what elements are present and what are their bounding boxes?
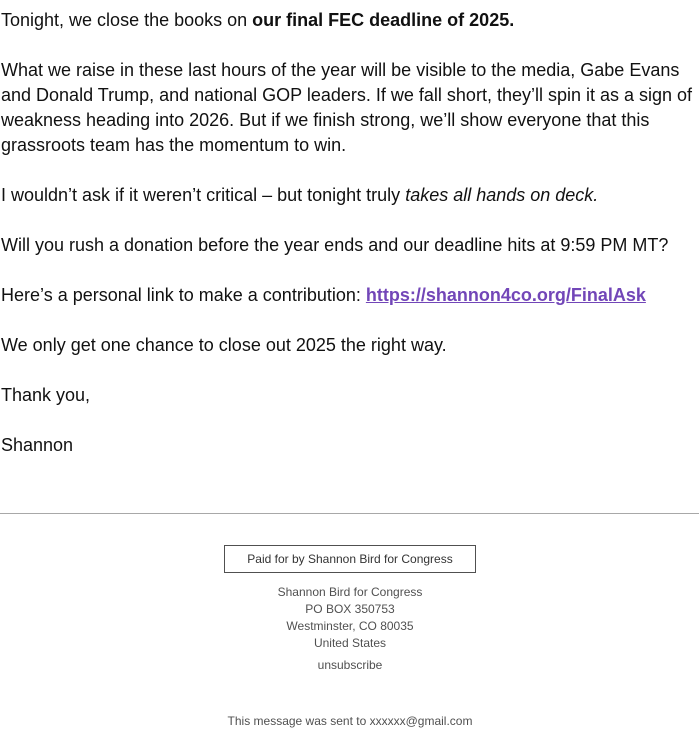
recipient-email: xxxxxx@gmail.com — [369, 714, 473, 728]
ask-text: Will you rush a donation before the year ends and our deadline hits at 9:59 PM MT? — [1, 235, 669, 255]
mailing-address — [0, 584, 700, 652]
paragraph-thanks — [1, 383, 700, 408]
donation-link[interactable]: https://shannon4co.org/FinalAsk — [365, 285, 646, 305]
paragraph-link — [1, 283, 700, 308]
critical-italic-text: takes all hands on deck. — [405, 185, 599, 205]
signature — [1, 433, 700, 458]
intro-text: Tonight, we close the books on — [1, 10, 253, 30]
critical-text: I wouldn’t ask if it weren’t critical – but tonight truly — [1, 185, 406, 205]
link-intro-text: Here’s a personal link to make a contribution: — [1, 285, 366, 305]
paragraph-critical — [1, 183, 700, 208]
thanks-text: Thank you, — [1, 385, 91, 405]
paragraph-closing — [1, 333, 700, 358]
closing-text: We only get one chance to close out 2025 the right way. — [1, 335, 447, 355]
paid-for-disclaimer: Paid for by Shannon Bird for Congress — [224, 545, 476, 573]
sent-to-prefix: This message was sent to — [227, 714, 370, 728]
sent-to-notice — [0, 713, 700, 730]
address-country: United States — [313, 636, 387, 650]
address-po-box: PO BOX 350753 — [305, 602, 395, 616]
footer — [0, 545, 700, 674]
paragraph-ask — [1, 233, 700, 258]
unsubscribe-link[interactable]: unsubscribe — [317, 658, 383, 672]
signature-text: Shannon — [1, 435, 74, 455]
address-city: Westminster, CO 80035 — [286, 619, 414, 633]
stakes-text: What we raise in these last hours of the year will be visible to the media, Gabe Evans and Donald Trump, and national GOP leaders. If we fall short, they’ll spin it as a sign of weakness heading into 2026. But if we finish strong, we’ll show everyone that this grassroots team has the momentum to win. — [1, 60, 693, 155]
footer-divider — [0, 513, 699, 514]
intro-bold-text: our final FEC deadline of 2025. — [252, 10, 515, 30]
paragraph-stakes — [1, 58, 700, 158]
address-org: Shannon Bird for Congress — [277, 585, 423, 599]
paragraph-intro — [1, 8, 700, 33]
